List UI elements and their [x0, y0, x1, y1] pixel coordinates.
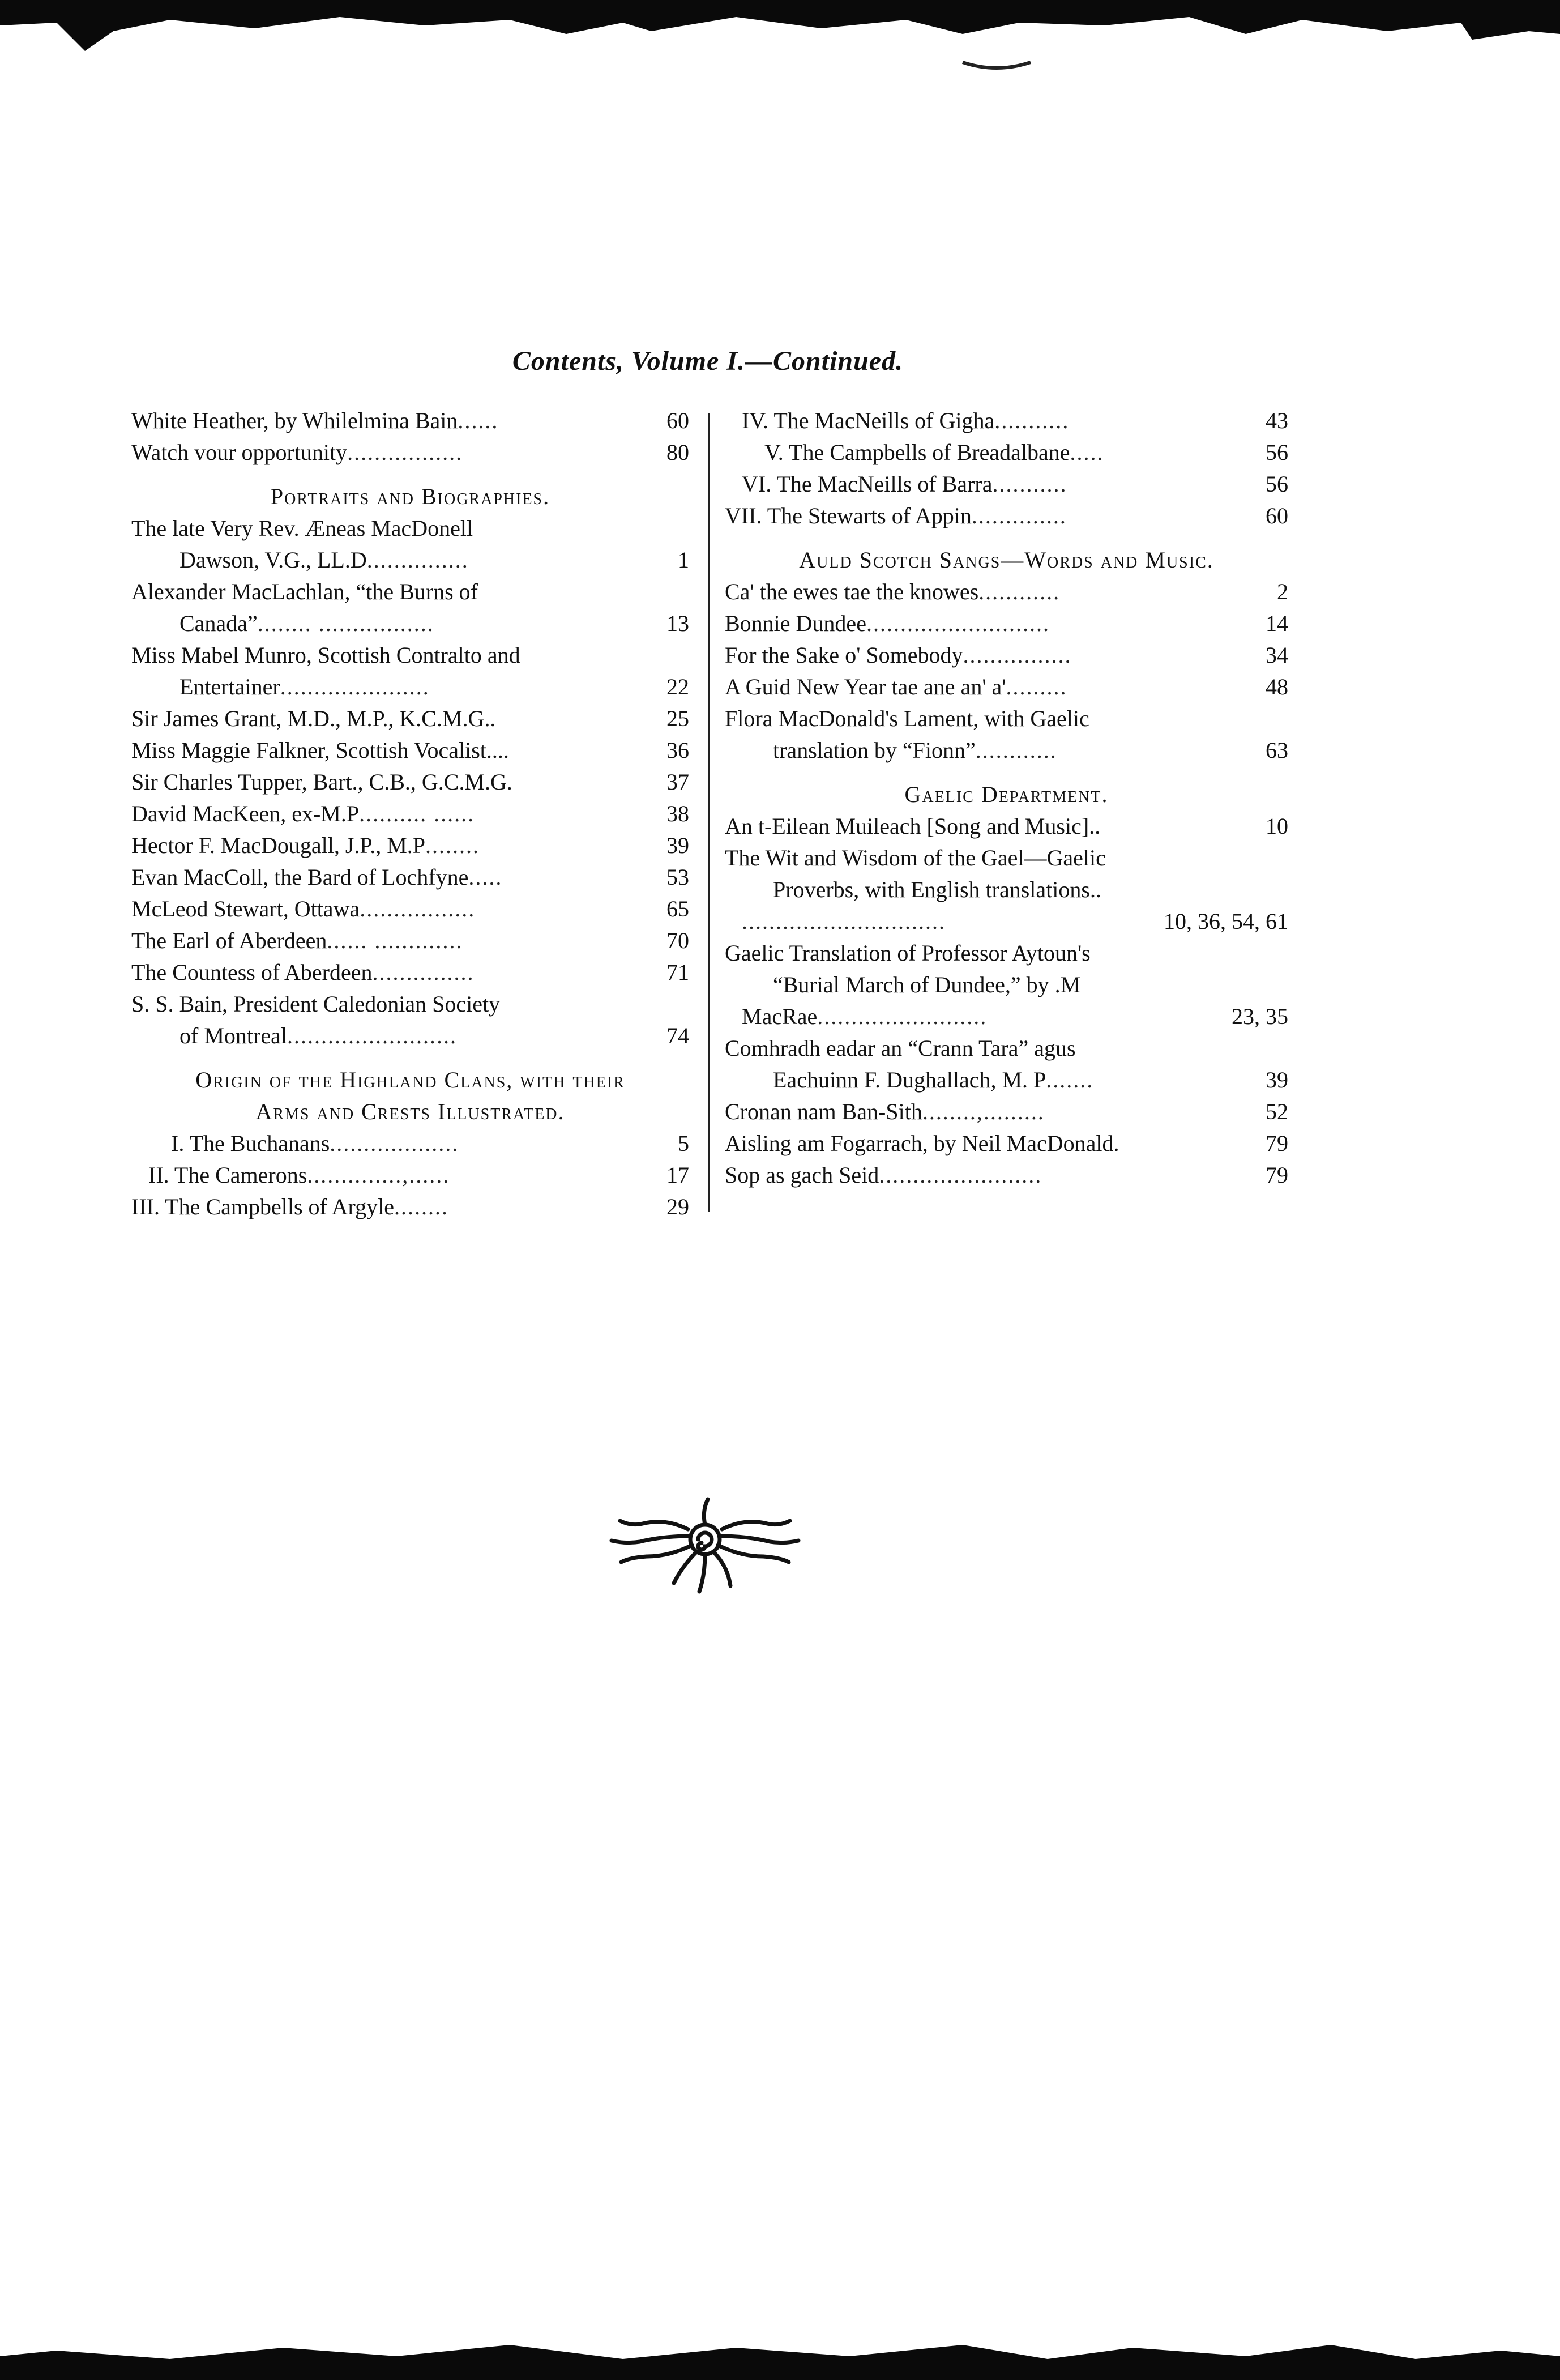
toc-entry	[725, 1001, 1288, 1033]
toc-entry-title	[131, 513, 473, 544]
toc-entry-title-text: The Countess of Aberdeen	[131, 959, 373, 985]
toc-entry-title	[725, 906, 946, 937]
toc-entry-title-text: Alexander MacLachlan, “the Burns of	[131, 579, 478, 604]
section-heading: Gaelic Department.	[904, 782, 1109, 807]
toc-entry-title	[131, 861, 502, 893]
leader-dots: ........,.........	[922, 1099, 1045, 1124]
toc-entry-title-text: Aisling am Fogarrach, by Neil MacDonald.	[725, 1131, 1119, 1156]
toc-entry-title-text: The late Very Rev. Æneas MacDonell	[131, 515, 473, 541]
toc-entry	[131, 798, 689, 830]
toc-entry-title-text: Evan MacColl, the Bard of Lochfyne	[131, 864, 469, 890]
page-number: 65	[666, 896, 689, 922]
leader-dots: ............	[975, 737, 1057, 763]
leader-dots: .....	[1070, 440, 1104, 465]
toc-entry-title-continued	[773, 874, 1101, 906]
section-heading-line2: Arms and Crests Illustrated.	[255, 1099, 565, 1124]
page-number: 60	[1266, 503, 1288, 528]
toc-entry-title	[131, 893, 475, 925]
toc-entry	[725, 937, 1288, 1001]
toc-entry-title-text: Ca' the ewes tae the knowes	[725, 579, 979, 604]
toc-entry	[131, 893, 689, 925]
toc-entry	[725, 1128, 1288, 1159]
toc-entry	[131, 1128, 689, 1159]
scan-bottom-edge	[0, 2311, 1560, 2380]
toc-entry-title	[725, 608, 1050, 639]
toc-entry	[131, 766, 689, 798]
page-number: 10, 36, 54, 61	[1164, 909, 1288, 934]
page-number: 36	[666, 737, 689, 763]
toc-entry-title-text: Sir James Grant, M.D., M.P., K.C.M.G..	[131, 706, 496, 731]
toc-entry-title	[131, 925, 463, 957]
leader-dots: ........	[425, 833, 480, 858]
right-column	[725, 405, 1288, 1191]
toc-entry-title-text: Hector F. MacDougall, J.P., M.P	[131, 833, 426, 858]
page-number: 1	[678, 547, 689, 573]
toc-entry-title-line2: Eachuinn F. Dughallach, M. P	[773, 1067, 1046, 1093]
toc-entry-title-continued	[179, 608, 434, 639]
toc-entry	[725, 1159, 1288, 1191]
leader-dots: ...........	[992, 471, 1067, 497]
toc-entry-title-text: Comhradh eadar an “Crann Tara” agus	[725, 1035, 1076, 1061]
toc-entry-title-text: An t-Eilean Muileach [Song and Music]..	[725, 813, 1101, 839]
toc-entry-title-continued	[773, 1064, 1093, 1096]
leader-dots: .................	[360, 896, 476, 922]
toc-entry-title-continued	[179, 544, 469, 576]
spiral-sun-ornament-icon	[606, 1495, 804, 1597]
leader-dots: ......	[458, 408, 499, 433]
toc-entry	[725, 608, 1288, 639]
toc-entry-title	[725, 1096, 1045, 1128]
toc-entry	[725, 842, 1288, 906]
toc-entry	[725, 437, 1288, 468]
toc-entry	[131, 513, 689, 576]
toc-entry-title-continued	[179, 1020, 457, 1052]
page-number: 5	[678, 1131, 689, 1156]
column-divider	[708, 413, 710, 1212]
page-number: 39	[1266, 1067, 1288, 1093]
toc-entry-title-text: II. The Camerons	[148, 1162, 307, 1188]
toc-entry	[131, 830, 689, 861]
toc-entry	[725, 703, 1288, 766]
toc-entry	[131, 437, 689, 468]
leader-dots: ..............................	[742, 909, 946, 934]
toc-entry	[725, 639, 1288, 671]
page-number: 60	[666, 408, 689, 433]
leader-dots: ...............	[372, 959, 475, 985]
page-number: 43	[1266, 408, 1288, 433]
section-heading: Origin of the Highland Clans, with their	[195, 1067, 625, 1093]
page-number: 22	[666, 674, 689, 700]
page-number: 13	[666, 611, 689, 636]
toc-entry-title	[131, 1159, 450, 1191]
toc-entry-title	[725, 500, 1067, 532]
page-number: 70	[666, 928, 689, 953]
toc-entry-title	[131, 735, 509, 766]
toc-entry-title-text: S. S. Bain, President Caledonian Society	[131, 991, 501, 1017]
toc-entry	[725, 906, 1288, 937]
leader-dots: ........ .................	[257, 611, 434, 636]
toc-entry-title-text: The Wit and Wisdom of the Gael—Gaelic	[725, 845, 1106, 871]
page-number: 29	[666, 1194, 689, 1219]
leader-dots: .................	[347, 440, 463, 465]
page-number: 48	[1266, 674, 1288, 700]
toc-entry-title-text: Sop as gach Seid	[725, 1162, 879, 1188]
toc-entry-title-line2: “Burial March of Dundee,” by .M	[773, 972, 1081, 997]
toc-entry-title-text: Bonnie Dundee	[725, 611, 866, 636]
page-number: 79	[1266, 1131, 1288, 1156]
leader-dots: ..............,......	[307, 1162, 450, 1188]
toc-entry-title-text: White Heather, by Whilelmina Bain	[131, 408, 458, 433]
toc-entry	[725, 468, 1288, 500]
toc-entry-title	[131, 957, 474, 988]
scan-top-edge	[0, 0, 1560, 85]
toc-entry-title	[131, 405, 498, 437]
toc-entry-title	[725, 1128, 1119, 1159]
toc-entry-title	[725, 842, 1106, 874]
toc-entry-title-text: IV. The MacNeills of Gigha	[742, 408, 995, 433]
toc-entry-title	[725, 703, 1089, 735]
toc-entry-title	[131, 437, 463, 468]
leader-dots: ......................	[280, 674, 430, 700]
leader-dots: ..............	[971, 503, 1067, 528]
toc-entry-title-text: Miss Maggie Falkner, Scottish Vocalist....	[131, 737, 509, 763]
toc-entry-title-line2: Canada”	[179, 611, 258, 636]
toc-entry-title	[725, 937, 1091, 969]
toc-entry	[131, 925, 689, 957]
leader-dots: .........................	[287, 1023, 457, 1048]
toc-entry-title-line2: Dawson, V.G., LL.D	[179, 547, 367, 573]
toc-entry	[131, 703, 689, 735]
toc-entry-title-text: A Guid New Year tae ane an' a'	[725, 674, 1006, 700]
toc-entry	[131, 405, 689, 437]
page-number: 56	[1266, 440, 1288, 465]
leader-dots: ...............	[366, 547, 469, 573]
leader-dots: .........	[1006, 674, 1067, 700]
toc-entry-title-text: V. The Campbells of Breadalbane	[764, 440, 1070, 465]
page-number: 37	[666, 769, 689, 795]
leader-dots: ...........................	[866, 611, 1050, 636]
page-number: 10	[1266, 813, 1288, 839]
toc-entry-title-text: I. The Buchanans	[171, 1131, 330, 1156]
toc-entry	[725, 500, 1288, 532]
leader-dots: .....	[468, 864, 503, 890]
toc-entry-title	[725, 639, 1072, 671]
leader-dots: ...... .............	[327, 928, 463, 953]
toc-entry-title-line2: Entertainer	[179, 674, 280, 700]
toc-entry-title-text: VII. The Stewarts of Appin	[725, 503, 972, 528]
leader-dots: ........................	[879, 1162, 1042, 1188]
toc-entry	[725, 1033, 1288, 1096]
toc-entry-title-text: VI. The MacNeills of Barra	[742, 471, 993, 497]
toc-entry-title	[131, 766, 512, 798]
page-number: 71	[666, 959, 689, 985]
page-number: 34	[1266, 642, 1288, 668]
page-number: 38	[666, 801, 689, 826]
toc-entry	[131, 988, 689, 1052]
page-title: Contents, Volume I.—Continued.	[512, 346, 904, 376]
toc-entry-title-text: Flora MacDonald's Lament, with Gaelic	[725, 706, 1089, 731]
toc-entry-title	[131, 703, 495, 735]
toc-entry-title	[131, 576, 478, 608]
toc-entry-title-text: Miss Mabel Munro, Scottish Contralto and	[131, 642, 520, 668]
toc-entry-title-text: Gaelic Translation of Professor Aytoun's	[725, 940, 1091, 966]
toc-entry-title-line2: Proverbs, with English translations..	[773, 877, 1101, 902]
toc-entry	[131, 735, 689, 766]
left-column	[131, 405, 689, 1223]
leader-dots: .......	[1046, 1067, 1094, 1093]
page-number: 80	[666, 440, 689, 465]
toc-entry-title-text: Sir Charles Tupper, Bart., C.B., G.C.M.G.	[131, 769, 512, 795]
toc-entry-title-text: III. The Campbells of Argyle	[131, 1194, 394, 1219]
toc-entry	[131, 639, 689, 703]
toc-entry-title-text: Cronan nam Ban-Sith	[725, 1099, 922, 1124]
toc-entry-title-line2: of Montreal	[179, 1023, 287, 1048]
toc-entry-title	[131, 639, 520, 671]
toc-entry	[725, 811, 1288, 842]
toc-entry-title-text: For the Sake o' Somebody	[725, 642, 963, 668]
toc-entry-title	[725, 1033, 1076, 1064]
toc-entry	[131, 576, 689, 639]
toc-entry-title-text: The Earl of Aberdeen	[131, 928, 327, 953]
toc-entry-title-text: David MacKeen, ex-M.P	[131, 801, 360, 826]
toc-entry	[131, 861, 689, 893]
toc-entry	[725, 405, 1288, 437]
toc-entry	[725, 671, 1288, 703]
leader-dots: .......... ......	[359, 801, 475, 826]
toc-entry-title	[131, 988, 500, 1020]
page-number: 25	[666, 706, 689, 731]
leader-dots: ...........	[994, 408, 1070, 433]
toc-entry-title	[131, 798, 475, 830]
toc-entry-title-continued	[179, 671, 430, 703]
page-number: 39	[666, 833, 689, 858]
page-number: 2	[1277, 579, 1288, 604]
page-number: 74	[666, 1023, 689, 1048]
page-number: 23, 35	[1232, 1004, 1288, 1029]
toc-entry-title	[725, 405, 1069, 437]
toc-entry	[725, 1096, 1288, 1128]
section-heading: Portraits and Biographies.	[270, 484, 550, 509]
page-number: 52	[1266, 1099, 1288, 1124]
page-number: 56	[1266, 471, 1288, 497]
toc-entry	[131, 1159, 689, 1191]
page-number: 53	[666, 864, 689, 890]
leader-dots: ................	[963, 642, 1072, 668]
page-number: 17	[666, 1162, 689, 1188]
toc-entry-title-line2: translation by “Fionn”	[773, 737, 976, 763]
toc-entry-title	[131, 830, 480, 861]
page-number: 79	[1266, 1162, 1288, 1188]
toc-entry-title	[725, 437, 1104, 468]
toc-entry	[131, 1191, 689, 1223]
toc-entry-title	[725, 1159, 1042, 1191]
leader-dots: ............	[978, 579, 1061, 604]
leader-dots: ...................	[330, 1131, 459, 1156]
toc-entry-title	[725, 576, 1060, 608]
leader-dots: .........................	[817, 1004, 988, 1029]
leader-dots: ........	[394, 1194, 448, 1219]
toc-entry-title	[725, 468, 1067, 500]
toc-entry-title-text: Watch vour opportunity	[131, 440, 348, 465]
toc-entry-title-continued	[773, 735, 1057, 766]
section-heading: Auld Scotch Sangs—Words and Music.	[799, 547, 1214, 573]
page-number: 14	[1266, 611, 1288, 636]
toc-entry-title	[131, 1128, 459, 1159]
toc-entry-title	[725, 811, 1100, 842]
toc-entry-title-continued	[773, 969, 1080, 1001]
toc-entry-title	[725, 671, 1067, 703]
page-number: 63	[1266, 737, 1288, 763]
toc-entry-title-text: McLeod Stewart, Ottawa	[131, 896, 360, 922]
toc-entry-title	[725, 1001, 987, 1033]
toc-entry-title-text: MacRae	[742, 1004, 818, 1029]
toc-entry-title	[131, 1191, 448, 1223]
toc-entry	[725, 576, 1288, 608]
toc-entry	[131, 957, 689, 988]
